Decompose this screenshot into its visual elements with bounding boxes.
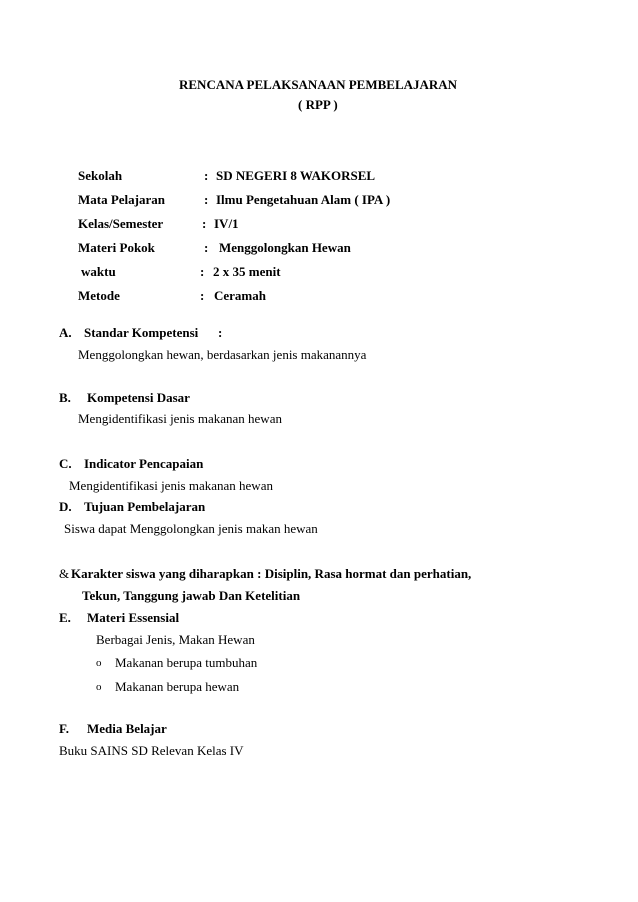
- karakter-line-2: Tekun, Tanggung jawab Dan Ketelitian: [82, 588, 301, 603]
- section-heading: Media Belajar: [87, 721, 167, 736]
- section-letter: E.: [59, 610, 71, 625]
- section-body: Siswa dapat Menggolongkan jenis makan hewan: [64, 521, 318, 536]
- section-heading: Standar Kompetensi: [84, 325, 199, 340]
- identity-label: Sekolah: [78, 168, 123, 183]
- identity-value: Menggolongkan Hewan: [219, 240, 351, 255]
- section-letter: A.: [59, 325, 72, 340]
- identity-value: Ilmu Pengetahuan Alam ( IPA ): [216, 192, 391, 207]
- section-body: Mengidentifikasi jenis makanan hewan: [69, 478, 273, 493]
- list-item-text: Makanan berupa hewan: [115, 679, 240, 694]
- section-body: Mengidentifikasi jenis makanan hewan: [78, 411, 282, 426]
- identity-colon: :: [202, 216, 207, 231]
- section-letter: F.: [59, 721, 69, 736]
- section-intro: Berbagai Jenis, Makan Hewan: [96, 632, 255, 647]
- section-letter: D.: [59, 499, 72, 514]
- bullet-icon: o: [96, 681, 102, 693]
- identity-label: Mata Pelajaran: [78, 192, 166, 207]
- document-title: RENCANA PELAKSANAAN PEMBELAJARAN: [179, 77, 458, 92]
- identity-colon: :: [200, 288, 205, 303]
- section-body: Buku SAINS SD Relevan Kelas IV: [59, 743, 244, 758]
- identity-label: Kelas/Semester: [78, 216, 164, 231]
- identity-label: Metode: [78, 288, 120, 303]
- section-letter: B.: [59, 390, 71, 405]
- bullet-icon: o: [96, 657, 102, 669]
- identity-label: waktu: [81, 264, 116, 279]
- identity-colon: :: [200, 264, 205, 279]
- identity-label: Materi Pokok: [78, 240, 155, 255]
- section-heading: Kompetensi Dasar: [87, 390, 190, 405]
- identity-value: SD NEGERI 8 WAKORSEL: [216, 168, 376, 183]
- identity-value: 2 x 35 menit: [213, 264, 281, 279]
- document-subtitle: ( RPP ): [298, 97, 338, 112]
- identity-colon: :: [204, 168, 209, 183]
- identity-colon: :: [204, 240, 209, 255]
- identity-colon: :: [204, 192, 209, 207]
- karakter-line-1: Karakter siswa yang diharapkan : Disiplin, Rasa hormat dan perhatian,: [71, 566, 472, 581]
- identity-value: IV/1: [214, 216, 239, 231]
- section-letter: C.: [59, 456, 72, 471]
- list-item-text: Makanan berupa tumbuhan: [115, 655, 258, 670]
- section-colon: :: [218, 325, 223, 340]
- section-heading: Indicator Pencapaian: [84, 456, 204, 471]
- section-body: Menggolongkan hewan, berdasarkan jenis makanannya: [78, 347, 367, 362]
- section-heading: Tujuan Pembelajaran: [84, 499, 206, 514]
- identity-value: Ceramah: [214, 288, 266, 303]
- karakter-symbol: &: [59, 566, 70, 581]
- section-heading: Materi Essensial: [87, 610, 180, 625]
